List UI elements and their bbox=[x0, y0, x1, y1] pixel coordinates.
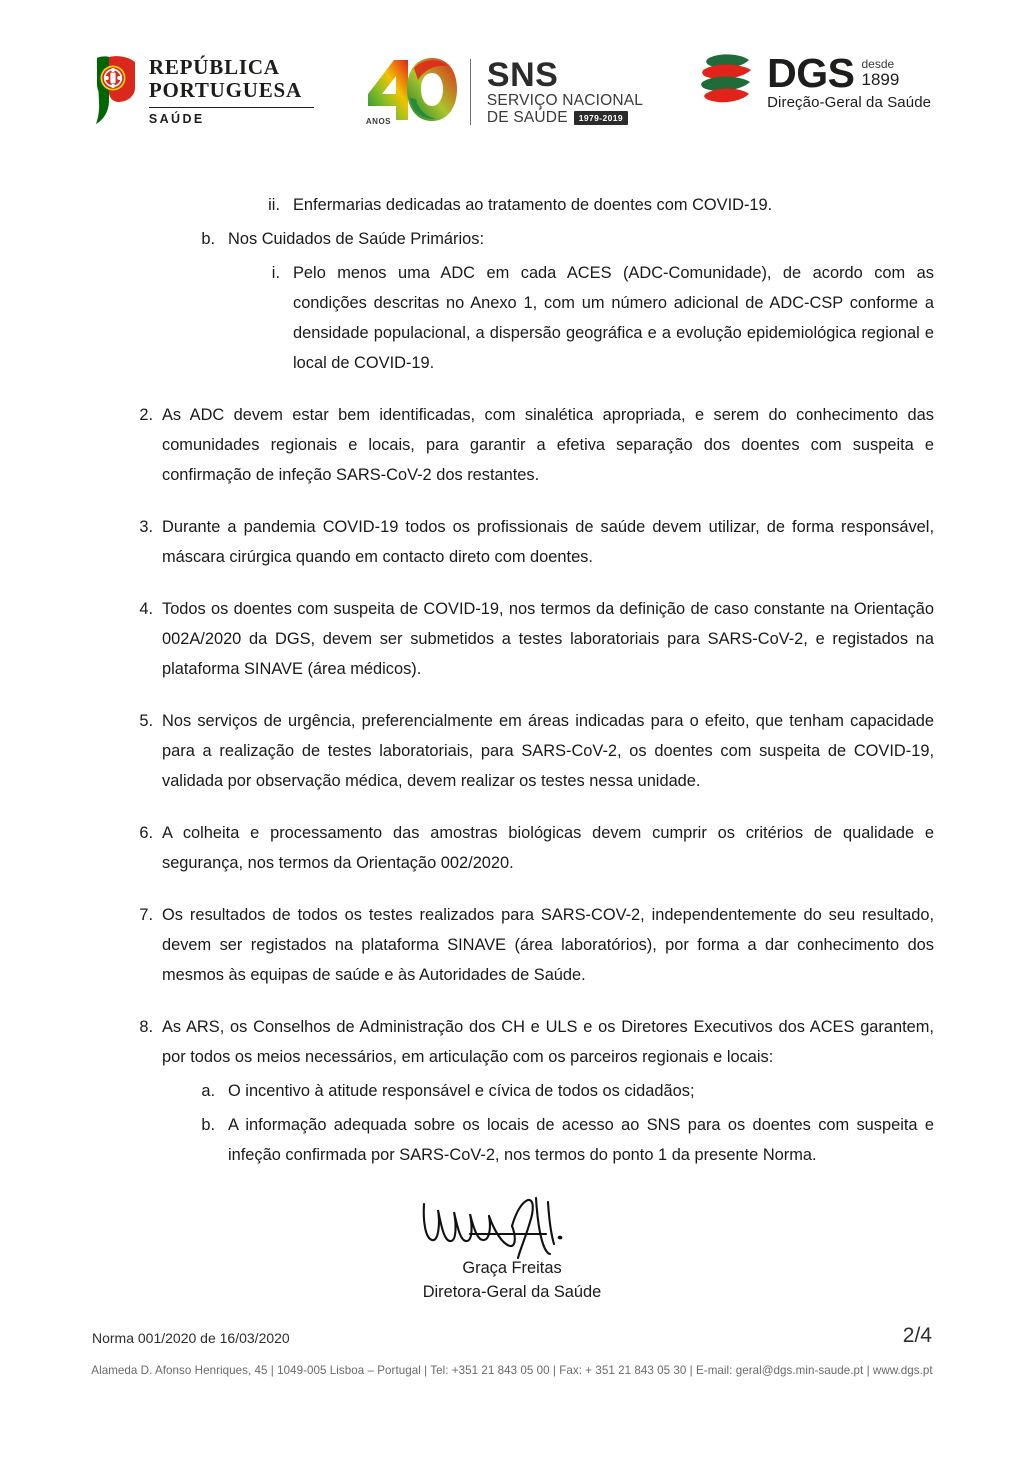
list-item bbox=[271, 258, 934, 378]
sns-40-anos-icon bbox=[366, 54, 458, 130]
list-item-text: Todos os doentes com suspeita de COVID-19, nos termos da definição de caso constante na Orientação 002A/2020 da DGS, devem ser submetidos a testes laboratoriais para SARS-CoV-2, e registados na plataforma SINAVE (área médicos). bbox=[162, 600, 934, 678]
portugal-shield-icon bbox=[93, 54, 139, 126]
dgs-subtitle: Direção-Geral da Saúde bbox=[767, 94, 932, 111]
paragraph-spacer bbox=[0, 796, 1024, 818]
list-item-marker: 6. bbox=[139, 824, 153, 842]
list-item-text: As ARS, os Conselhos de Administração dos CH e ULS e os Diretores Executivos dos ACES garantem, por todos os meios necessários, em articulação com os parceiros regionais e locais: bbox=[162, 1018, 934, 1066]
republica-line2: PORTUGUESA bbox=[148, 78, 303, 102]
republica-line1: REPÚBLICA bbox=[148, 55, 280, 79]
sns-subtitle-line1: SERVIÇO NACIONAL bbox=[486, 92, 644, 109]
dgs-since-block bbox=[861, 53, 899, 88]
sns-years-badge: 1979-2019 bbox=[574, 111, 628, 125]
sns-logo bbox=[366, 48, 643, 130]
list-item-text: Pelo menos uma ADC em cada ACES (ADC-Comunidade), de acordo com as condições descritas no Anexo 1, com um número adicional de ADC-CSP conforme a densidade populacional, a dispersão geográfica e a evolução epidemiológica regional e local de COVID-19. bbox=[293, 264, 934, 372]
paragraph-spacer bbox=[0, 572, 1024, 594]
list-item-text: A colheita e processamento das amostras biológicas devem cumprir os critérios de qualidade e segurança, nos termos da Orientação 002/2020. bbox=[162, 824, 934, 872]
list-item-marker: 4. bbox=[139, 600, 153, 618]
page-footer bbox=[0, 1324, 1024, 1377]
republica-divider bbox=[149, 107, 314, 108]
header-logo-band bbox=[0, 48, 1024, 166]
signatory-name: Graça Freitas bbox=[462, 1259, 562, 1277]
dgs-mark-icon bbox=[695, 52, 757, 112]
dgs-logo bbox=[695, 48, 931, 112]
list-item bbox=[139, 1012, 934, 1072]
list-item-marker: b. bbox=[201, 230, 215, 248]
dgs-top-row bbox=[767, 50, 931, 96]
sns-divider bbox=[470, 59, 471, 125]
list-item bbox=[139, 706, 934, 796]
list-item bbox=[139, 400, 934, 490]
dgs-since-year: 1899 bbox=[861, 70, 900, 89]
list-item-marker: 3. bbox=[139, 518, 153, 536]
sns-title: SNS bbox=[486, 56, 559, 94]
list-item bbox=[201, 224, 934, 254]
dgs-since-word: desde bbox=[861, 57, 895, 71]
paragraph-spacer bbox=[0, 990, 1024, 1012]
sns-subtitle-row2 bbox=[487, 109, 643, 126]
paragraph-spacer bbox=[0, 878, 1024, 900]
list-item-text: Nos Cuidados de Saúde Primários: bbox=[228, 230, 485, 248]
list-item-text: Os resultados de todos os testes realizados para SARS-COV-2, independentemente do seu resultado, devem ser registados na plataforma SINAVE (área laboratórios), por forma a dar conhecimento dos mesmos às equipas de saúde e às Autoridades de Saúde. bbox=[162, 906, 934, 984]
list-item-text: A informação adequada sobre os locais de acesso ao SNS para os doentes com suspeita e infeção confirmada por SARS-CoV-2, nos termos do ponto 1 da presente Norma. bbox=[228, 1116, 934, 1164]
list-item-marker: 8. bbox=[139, 1018, 153, 1036]
paragraph-spacer bbox=[0, 684, 1024, 706]
list-item bbox=[201, 1110, 934, 1170]
paragraph-spacer bbox=[0, 378, 1024, 400]
dgs-text-block bbox=[767, 50, 932, 111]
footer-top-row bbox=[0, 1324, 1024, 1356]
sns-anos-label: ANOS bbox=[365, 117, 392, 126]
list-item bbox=[139, 900, 934, 990]
sns-text-block bbox=[483, 58, 643, 126]
list-item-marker: a. bbox=[201, 1082, 215, 1100]
list-item bbox=[201, 1076, 934, 1106]
list-item bbox=[139, 818, 934, 878]
list-item-marker: ii. bbox=[268, 196, 280, 214]
list-item-text: O incentivo à atitude responsável e cívica de todos os cidadãos; bbox=[228, 1082, 695, 1100]
republica-portuguesa-logo bbox=[93, 48, 314, 126]
list-item bbox=[139, 512, 934, 572]
republica-text-block bbox=[149, 48, 314, 126]
list-item-text: As ADC devem estar bem identificadas, com sinalética apropriada, e serem do conhecimento das comunidades regionais e locais, para garantir a efetiva separação dos doentes com suspeita e confirmação de infeção SARS-CoV-2 dos restantes. bbox=[162, 406, 934, 484]
list-item-marker: i. bbox=[271, 264, 280, 282]
sns-subtitle-line2: DE SAÚDE bbox=[486, 109, 568, 126]
page-number: 2/4 bbox=[902, 1324, 932, 1347]
footer-address-line: Alameda D. Afonso Henriques, 45 | 1049-005 Lisboa – Portugal | Tel: +351 21 843 05 00 | Fax: + 351 21 843 05 30 | E-mail: geral@dgs.min-saude.pt | www.dgs.pt bbox=[91, 1364, 933, 1377]
dgs-letters: DGS bbox=[767, 50, 855, 96]
republica-saude-label: SAÚDE bbox=[148, 112, 205, 126]
signature-block bbox=[0, 1196, 1024, 1304]
list-item-marker: 5. bbox=[139, 712, 153, 730]
document-body bbox=[0, 190, 1024, 1170]
list-item-text: Nos serviços de urgência, preferencialmente em áreas indicadas para o efeito, que tenham capacidade para a realização de testes laboratoriais, para SARS-CoV-2, os doentes com suspeita de COVID-19, validada por observação médica, devem realizar os testes nessa unidade. bbox=[162, 712, 934, 790]
list-item-marker: 7. bbox=[139, 906, 153, 924]
paragraph-spacer bbox=[0, 490, 1024, 512]
signatory-role: Diretora-Geral da Saúde bbox=[422, 1283, 602, 1301]
list-item-text: Durante a pandemia COVID-19 todos os profissionais de saúde devem utilizar, de forma responsável, máscara cirúrgica quando em contacto direto com doentes. bbox=[162, 518, 934, 566]
logo-group bbox=[93, 48, 931, 130]
list-item-text: Enfermarias dedicadas ao tratamento de doentes com COVID-19. bbox=[293, 196, 773, 214]
list-item-marker: 2. bbox=[139, 406, 153, 424]
list-item-marker: b. bbox=[201, 1116, 215, 1134]
list-item bbox=[268, 190, 934, 220]
footer-norma-reference: Norma 001/2020 de 16/03/2020 bbox=[92, 1330, 290, 1346]
list-item bbox=[139, 594, 934, 684]
